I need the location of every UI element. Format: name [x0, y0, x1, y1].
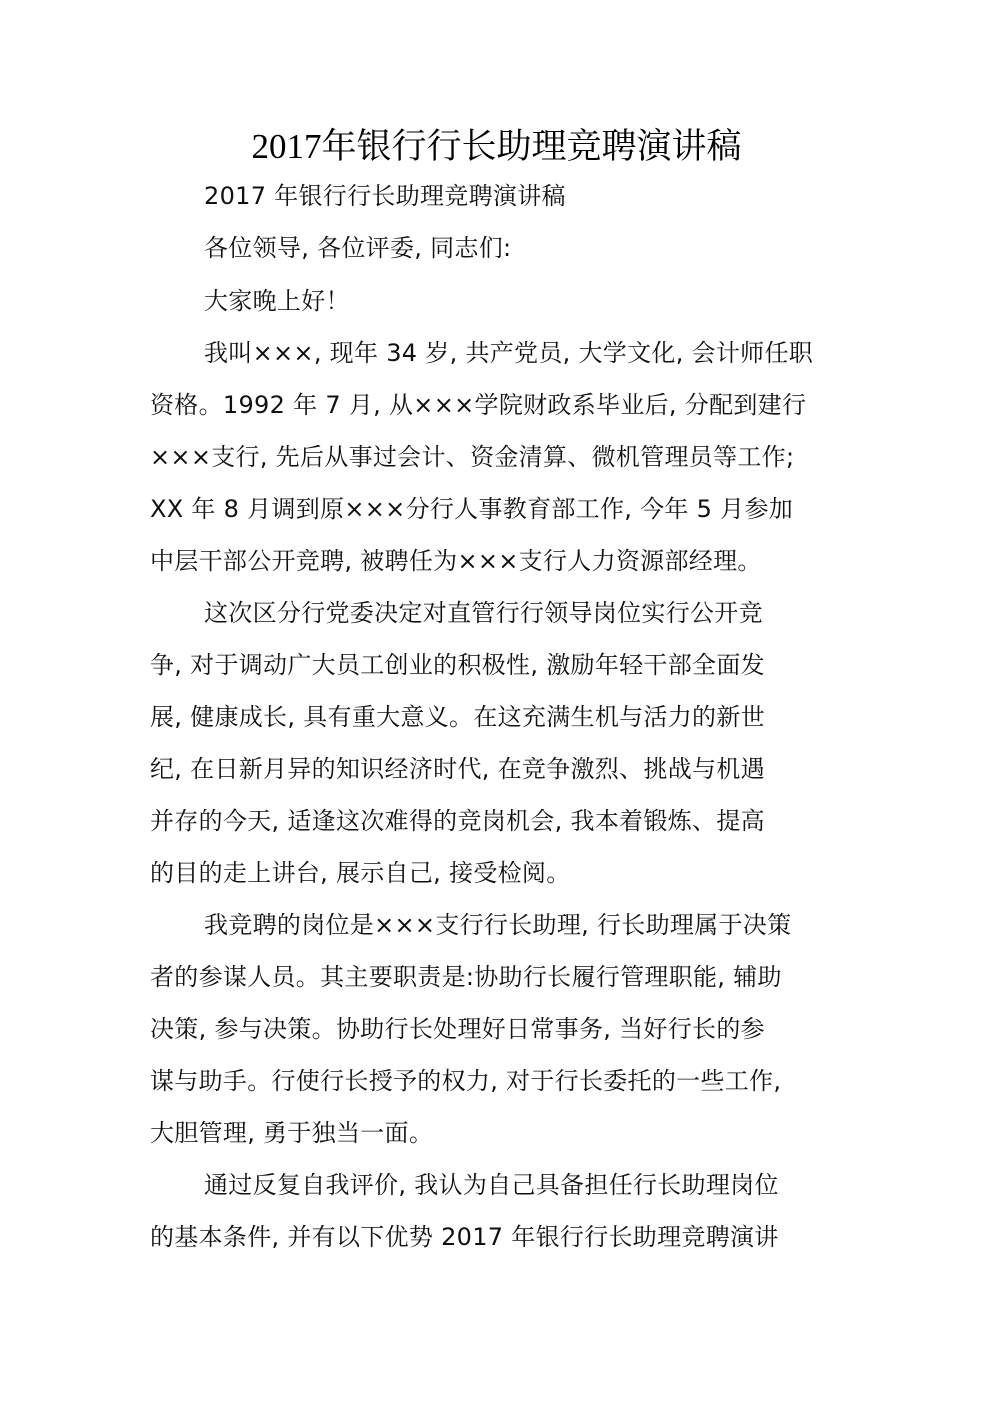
paragraph-line: 纪, 在日新月异的知识经济时代, 在竞争激烈、挑战与机遇 — [150, 755, 765, 783]
paragraph-line: 的基本条件, 并有以下优势 2017 年银行行长助理竞聘演讲 — [150, 1223, 779, 1251]
paragraph-line: 决策, 参与决策。协助行长处理好日常事务, 当好行长的参 — [150, 1015, 765, 1043]
paragraph-line: 谋与助手。行使行长授予的权力, 对于行长委托的一些工作, — [150, 1067, 782, 1095]
paragraph-line: 争, 对于调动广大员工创业的积极性, 激励年轻干部全面发 — [150, 651, 765, 679]
paragraph-line: XX 年 8 月调到原×××分行人事教育部工作, 今年 5 月参加 — [150, 495, 794, 523]
paragraph-line: 我叫×××, 现年 34 岁, 共产党员, 大学文化, 会计师任职 — [204, 339, 814, 367]
paragraph-line: 并存的今天, 适逢这次难得的竞岗机会, 我本着锻炼、提高 — [150, 807, 765, 835]
greeting-line: 大家晚上好！ — [204, 287, 350, 315]
salutation-line: 各位领导, 各位评委, 同志们: — [204, 234, 512, 262]
paragraph-line: 的目的走上讲台, 展示自己, 接受检阅。 — [150, 859, 571, 887]
paragraph-line: 中层干部公开竞聘, 被聘任为×××支行人力资源部经理。 — [150, 547, 762, 575]
paragraph-line: 这次区分行党委决定对直管行行领导岗位实行公开竞 — [204, 599, 763, 627]
paragraph-line: 资格。1992 年 7 月, 从×××学院财政系毕业后, 分配到建行 — [150, 391, 807, 419]
paragraph-line: 展, 健康成长, 具有重大意义。在这充满生机与活力的新世 — [150, 703, 765, 731]
paragraph-line: 我竞聘的岗位是×××支行行长助理, 行长助理属于决策 — [204, 911, 792, 939]
paragraph-line: ×××支行, 先后从事过会计、资金清算、微机管理员等工作; — [150, 443, 795, 471]
paragraph-line: 通过反复自我评价, 我认为自己具备担任行长助理岗位 — [204, 1171, 779, 1199]
paragraph-line: 者的参谋人员。其主要职责是:协助行长履行管理职能, 辅助 — [150, 963, 782, 991]
document-title: 2017年银行行长助理竞聘演讲稿 — [251, 127, 742, 166]
paragraph-line: 大胆管理, 勇于独当一面。 — [150, 1119, 434, 1147]
subtitle-line: 2017 年银行行长助理竞聘演讲稿 — [204, 182, 566, 210]
